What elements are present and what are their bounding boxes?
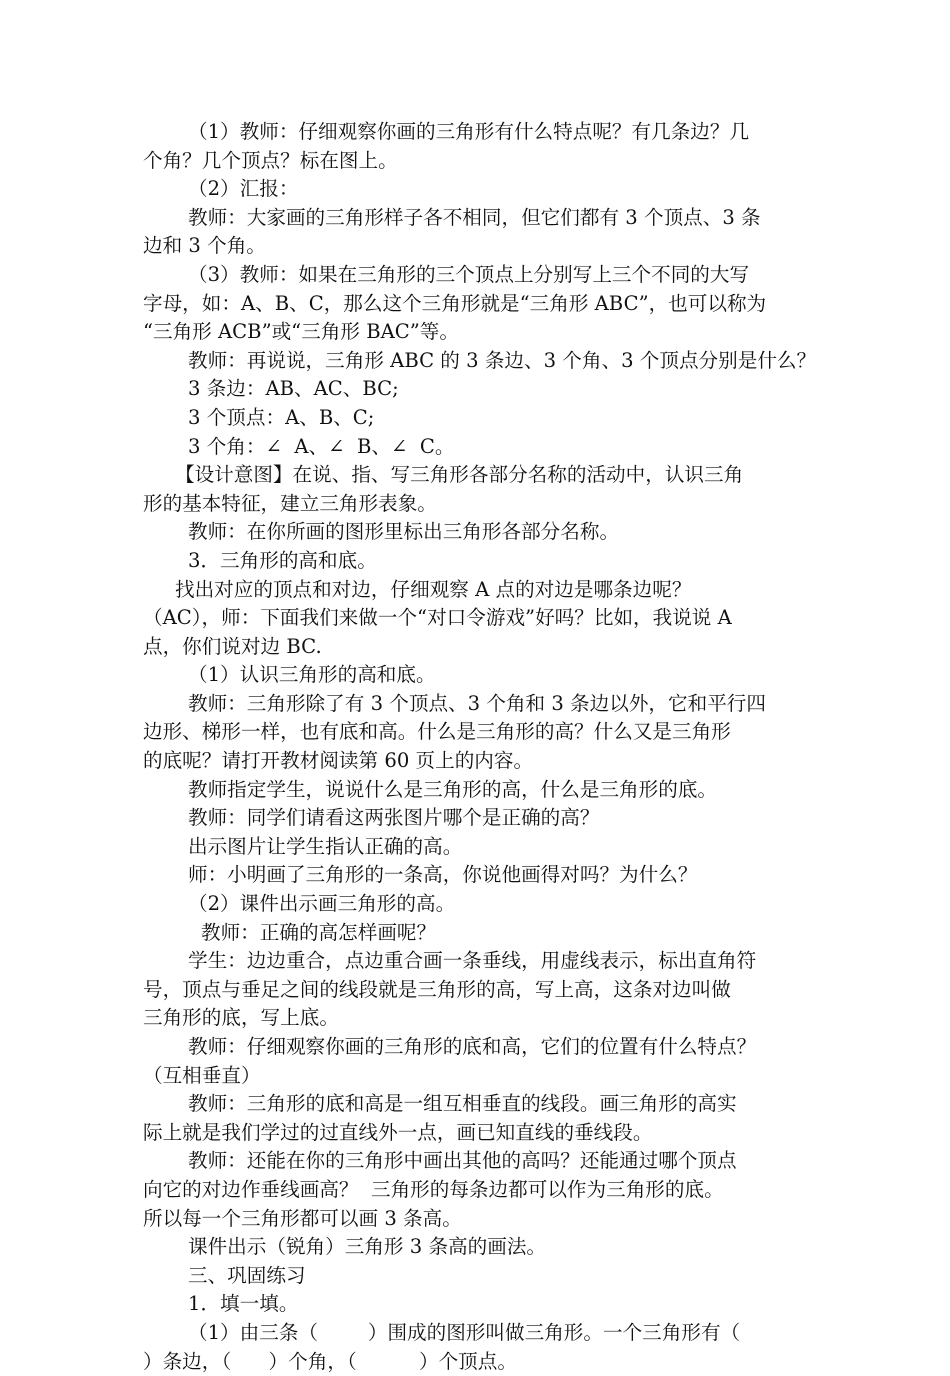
text-line: （1）认识三角形的高和底。 xyxy=(188,663,436,687)
text-line: 教师：正确的高怎样画呢？ xyxy=(201,920,437,944)
text-line: 所以每一个三角形都可以画 3 条高。 xyxy=(143,1206,462,1230)
text-line: （2）汇报： xyxy=(188,177,299,201)
text-line: 字母，如：A、B、C，那么这个三角形就是“三角形 ABC”，也可以称为 xyxy=(143,291,767,315)
design-intent-line: 【设计意图】在说、指、写三角形各部分名称的活动中，认识三角 xyxy=(175,463,744,487)
text-line: 课件出示（锐角）三角形 3 条高的画法。 xyxy=(188,1235,547,1259)
text-line: 边形、梯形一样，也有底和高。什么是三角形的高？什么又是三角形 xyxy=(143,720,731,744)
exercise-heading: 1．填一填。 xyxy=(188,1292,299,1316)
text-line: （3）教师：如果在三角形的三个顶点上分别写上三个不同的大写 xyxy=(188,262,750,286)
text-line: 出示图片让学生指认正确的高。 xyxy=(188,834,463,858)
text-line: 际上就是我们学过的过直线外一点，画已知直线的垂线段。 xyxy=(143,1120,653,1144)
text-line: （1）教师：仔细观察你画的三角形有什么特点呢？有几条边？几 xyxy=(188,120,750,143)
document-body xyxy=(143,118,823,1376)
section-heading: 三、巩固练习 xyxy=(188,1263,306,1287)
text-line: 个角？几个顶点？标在图上。 xyxy=(143,148,398,172)
text-line: 3 条边：AB、AC、BC; xyxy=(188,377,399,401)
text-line: 教师：在你所画的图形里标出三角形各部分名称。 xyxy=(188,520,620,544)
text-line: 3 个角：∠ A、∠ B、∠ C。 xyxy=(188,434,455,458)
text-line: 点，你们说对边 BC. xyxy=(143,634,322,658)
text-line: “三角形 ACB”或“三角形 BAC”等。 xyxy=(143,320,459,344)
text-line: 3 个顶点：A、B、C; xyxy=(188,405,375,429)
text-line: 教师：仔细观察你画的三角形的底和高，它们的位置有什么特点？ xyxy=(188,1035,757,1058)
text-line: 的底呢？请打开教材阅读第 60 页上的内容。 xyxy=(143,749,534,773)
text-line: （AC），师：下面我们来做一个“对口令游戏”好吗？比如，我说说 A xyxy=(143,606,732,630)
text-line: 教师指定学生，说说什么是三角形的高，什么是三角形的底。 xyxy=(188,777,718,801)
text-line: 向它的对边作垂线画高？ 三角形的每条边都可以作为三角形的底。 xyxy=(143,1177,724,1201)
text-line: 师：小明画了三角形的一条高，你说他画得对吗？为什么？ xyxy=(188,863,698,887)
text-line: 教师：还能在你的三角形中画出其他的高吗？还能通过哪个顶点 xyxy=(188,1149,737,1173)
text-line: 找出对应的顶点和对边，仔细观察 A 点的对边是哪条边呢？ xyxy=(175,577,692,601)
fill-in-question: ）条边，（ ）个角，（ ）个顶点。 xyxy=(143,1349,517,1373)
text-line: 教师：三角形的底和高是一组互相垂直的线段。画三角形的高实 xyxy=(188,1092,737,1116)
text-line: 教师：再说说，三角形 ABC 的 3 条边、3 个角、3 个顶点分别是什么？ xyxy=(188,348,817,372)
section-heading: 3．三角形的高和底。 xyxy=(188,548,377,572)
text-line: 形的基本特征，建立三角形表象。 xyxy=(143,491,437,515)
text-line: 教师：大家画的三角形样子各不相同，但它们都有 3 个顶点、3 条 xyxy=(188,205,761,229)
text-line: 学生：边边重合，点边重合画一条垂线，用虚线表示，标出直角符 xyxy=(188,949,757,973)
text-line: 教师：同学们请看这两张图片哪个是正确的高？ xyxy=(188,806,600,830)
text-line: 号，顶点与垂足之间的线段就是三角形的高，写上高，这条对边叫做 xyxy=(143,977,731,1001)
fill-in-question: （1）由三条（ ）围成的图形叫做三角形。一个三角形有（ xyxy=(188,1320,741,1344)
text-line: 边和 3 个角。 xyxy=(143,234,266,258)
text-line: （互相垂直） xyxy=(143,1063,261,1087)
text-line: （2）课件出示画三角形的高。 xyxy=(188,892,456,916)
text-line: 教师：三角形除了有 3 个顶点、3 个角和 3 条边以外，它和平行四 xyxy=(188,691,766,715)
text-line: 三角形的底，写上底。 xyxy=(143,1006,339,1030)
